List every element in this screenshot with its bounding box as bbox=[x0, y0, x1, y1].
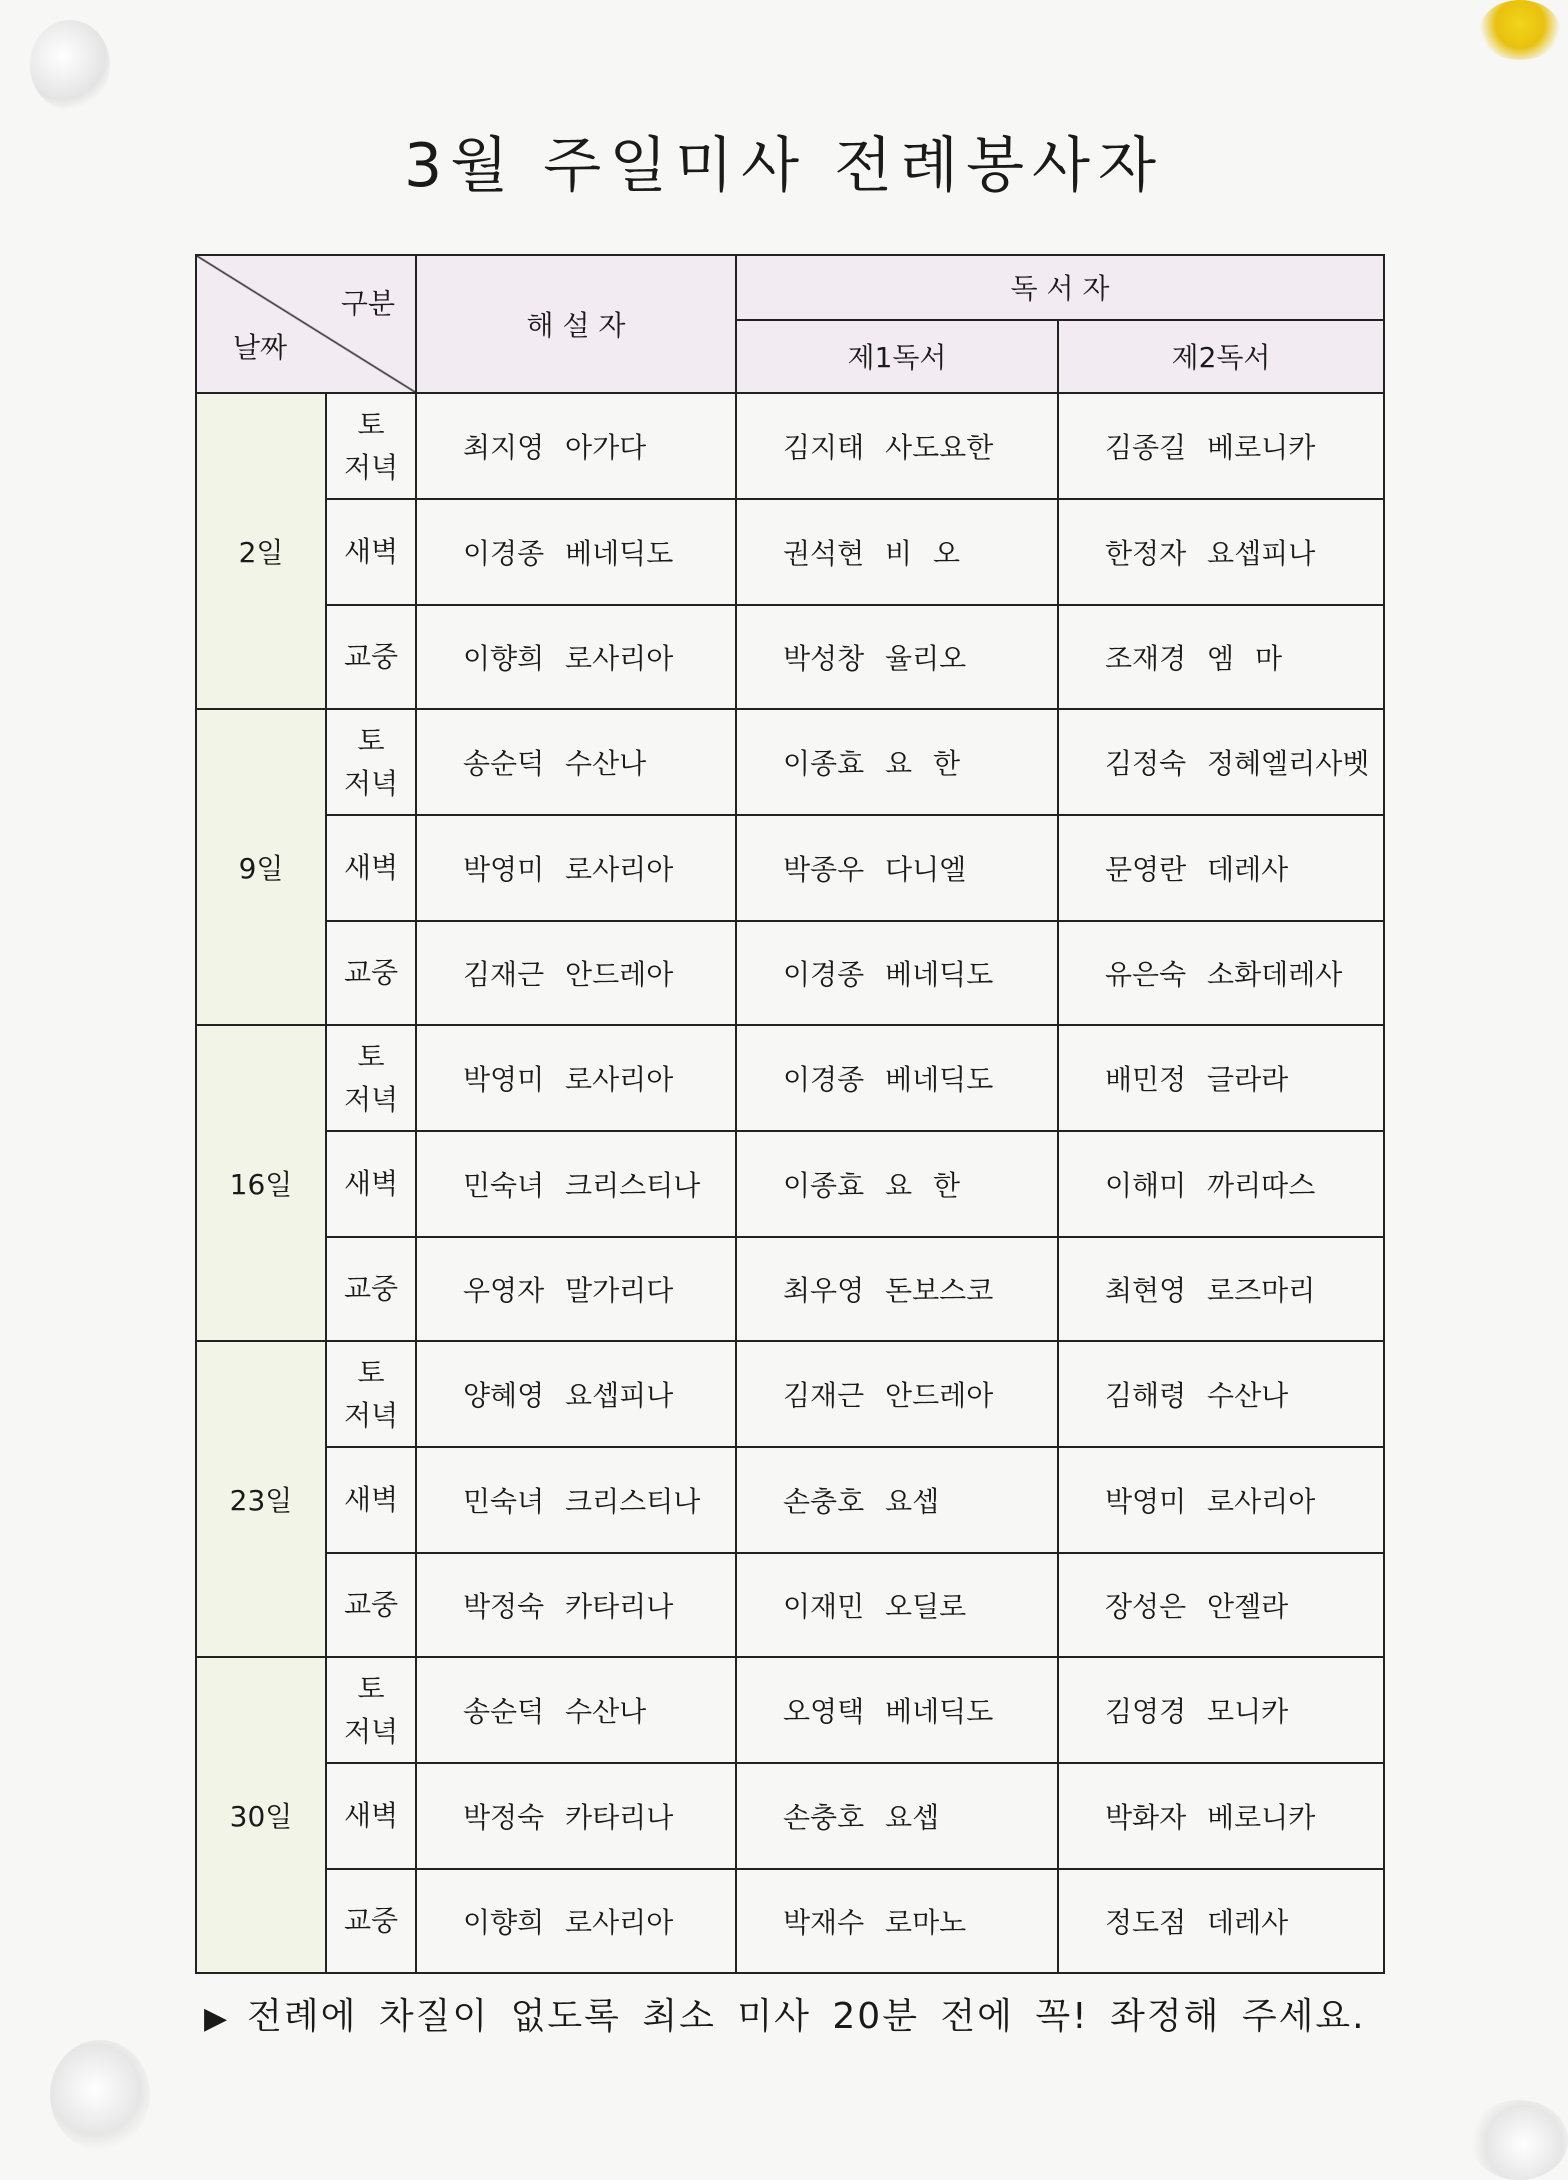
reader1-cell: 오영택 베네딕도 bbox=[736, 1657, 1058, 1763]
pushpin-bottom-left bbox=[50, 2040, 150, 2150]
table-row bbox=[196, 1341, 1384, 1447]
commentator-cell: 김재근 안드레아 bbox=[416, 921, 736, 1025]
table-row bbox=[196, 1447, 1384, 1553]
table-row bbox=[196, 605, 1384, 709]
reader2-cell: 김정숙 정혜엘리사벳 bbox=[1058, 709, 1384, 815]
footer-text: 전례에 차질이 없도록 최소 미사 20분 전에 꼭! 좌정해 주세요. bbox=[247, 1996, 1366, 2037]
category-label: 구분 bbox=[340, 287, 395, 320]
reader2-cell: 최현영 로즈마리 bbox=[1058, 1237, 1384, 1341]
reader2-cell: 배민정 글라라 bbox=[1058, 1025, 1384, 1131]
table-row bbox=[196, 709, 1384, 815]
reader-header: 독 서 자 bbox=[736, 255, 1384, 320]
commentator-cell: 우영자 말가리다 bbox=[416, 1237, 736, 1341]
reader2-cell: 박영미 로사리아 bbox=[1058, 1447, 1384, 1553]
service-cell: 토 저녁 bbox=[326, 709, 416, 815]
reader1-cell: 권석현 비 오 bbox=[736, 499, 1058, 605]
commentator-cell: 이향희 로사리아 bbox=[416, 1869, 736, 1973]
commentator-cell: 박정숙 카타리나 bbox=[416, 1763, 736, 1869]
reader2-cell: 문영란 데레사 bbox=[1058, 815, 1384, 921]
reader1-cell: 손충호 요셉 bbox=[736, 1763, 1058, 1869]
reader2-cell: 이해미 까리따스 bbox=[1058, 1131, 1384, 1237]
service-cell: 토 저녁 bbox=[326, 1657, 416, 1763]
service-cell: 교중 bbox=[326, 605, 416, 709]
commentator-cell: 박정숙 카타리나 bbox=[416, 1553, 736, 1657]
service-cell: 새벽 bbox=[326, 1131, 416, 1237]
reading2-header: 제2독서 bbox=[1058, 320, 1384, 393]
date-cell: 9일 bbox=[196, 709, 326, 1025]
pushpin-top-left bbox=[30, 20, 110, 110]
service-cell: 새벽 bbox=[326, 499, 416, 605]
reader2-cell: 김해령 수산나 bbox=[1058, 1341, 1384, 1447]
footer-note bbox=[204, 1988, 1366, 2039]
commentator-cell: 민숙녀 크리스티나 bbox=[416, 1131, 736, 1237]
schedule-table bbox=[195, 254, 1385, 1974]
date-category-header bbox=[196, 255, 416, 393]
reader2-cell: 장성은 안젤라 bbox=[1058, 1553, 1384, 1657]
table-row bbox=[196, 1237, 1384, 1341]
service-cell: 토 저녁 bbox=[326, 1341, 416, 1447]
page-title: 3월 주일미사 전례봉사자 bbox=[404, 131, 1164, 201]
reader2-cell: 한정자 요셉피나 bbox=[1058, 499, 1384, 605]
service-cell: 교중 bbox=[326, 1237, 416, 1341]
table-row bbox=[196, 393, 1384, 499]
table-row bbox=[196, 921, 1384, 1025]
reader2-cell: 유은숙 소화데레사 bbox=[1058, 921, 1384, 1025]
commentator-cell: 송순덕 수산나 bbox=[416, 709, 736, 815]
commentator-cell: 송순덕 수산나 bbox=[416, 1657, 736, 1763]
service-cell: 새벽 bbox=[326, 815, 416, 921]
commentator-header: 해 설 자 bbox=[416, 255, 736, 393]
date-cell: 16일 bbox=[196, 1025, 326, 1341]
service-cell: 교중 bbox=[326, 921, 416, 1025]
reader1-cell: 이경종 베네딕도 bbox=[736, 1025, 1058, 1131]
reader1-cell: 박성창 율리오 bbox=[736, 605, 1058, 709]
reader2-cell: 정도점 데레사 bbox=[1058, 1869, 1384, 1973]
reader1-cell: 박재수 로마노 bbox=[736, 1869, 1058, 1973]
commentator-cell: 박영미 로사리아 bbox=[416, 815, 736, 921]
date-cell: 30일 bbox=[196, 1657, 326, 1973]
reader1-cell: 이종효 요 한 bbox=[736, 709, 1058, 815]
commentator-cell: 박영미 로사리아 bbox=[416, 1025, 736, 1131]
service-cell: 토 저녁 bbox=[326, 393, 416, 499]
reader1-cell: 김지태 사도요한 bbox=[736, 393, 1058, 499]
commentator-cell: 이경종 베네딕도 bbox=[416, 499, 736, 605]
table-row bbox=[196, 499, 1384, 605]
pushpin-bottom-right bbox=[1470, 2100, 1568, 2180]
table-row bbox=[196, 815, 1384, 921]
service-cell: 토 저녁 bbox=[326, 1025, 416, 1131]
pushpin-top-right bbox=[1480, 0, 1560, 60]
reader2-cell: 박화자 베로니카 bbox=[1058, 1763, 1384, 1869]
commentator-cell: 이향희 로사리아 bbox=[416, 605, 736, 709]
reader1-cell: 이재민 오딜로 bbox=[736, 1553, 1058, 1657]
reader2-cell: 김영경 모니카 bbox=[1058, 1657, 1384, 1763]
date-label: 날짜 bbox=[233, 331, 288, 364]
reader1-cell: 최우영 돈보스코 bbox=[736, 1237, 1058, 1341]
date-cell: 2일 bbox=[196, 393, 326, 709]
table-row bbox=[196, 1763, 1384, 1869]
table-row bbox=[196, 1869, 1384, 1973]
table-row bbox=[196, 1657, 1384, 1763]
reader1-cell: 이종효 요 한 bbox=[736, 1131, 1058, 1237]
service-cell: 교중 bbox=[326, 1869, 416, 1973]
reader1-cell: 손충호 요셉 bbox=[736, 1447, 1058, 1553]
reading1-header: 제1독서 bbox=[736, 320, 1058, 393]
reader1-cell: 박종우 다니엘 bbox=[736, 815, 1058, 921]
reader1-cell: 김재근 안드레아 bbox=[736, 1341, 1058, 1447]
service-cell: 교중 bbox=[326, 1553, 416, 1657]
commentator-cell: 최지영 아가다 bbox=[416, 393, 736, 499]
commentator-cell: 민숙녀 크리스티나 bbox=[416, 1447, 736, 1553]
table-row bbox=[196, 1553, 1384, 1657]
service-cell: 새벽 bbox=[326, 1763, 416, 1869]
reader2-cell: 김종길 베로니카 bbox=[1058, 393, 1384, 499]
table-row bbox=[196, 1025, 1384, 1131]
commentator-cell: 양혜영 요셉피나 bbox=[416, 1341, 736, 1447]
service-cell: 새벽 bbox=[326, 1447, 416, 1553]
date-cell: 23일 bbox=[196, 1341, 326, 1657]
bullet-arrow-icon: ▶ bbox=[204, 2001, 230, 2036]
reader2-cell: 조재경 엠 마 bbox=[1058, 605, 1384, 709]
table-row bbox=[196, 1131, 1384, 1237]
reader1-cell: 이경종 베네딕도 bbox=[736, 921, 1058, 1025]
